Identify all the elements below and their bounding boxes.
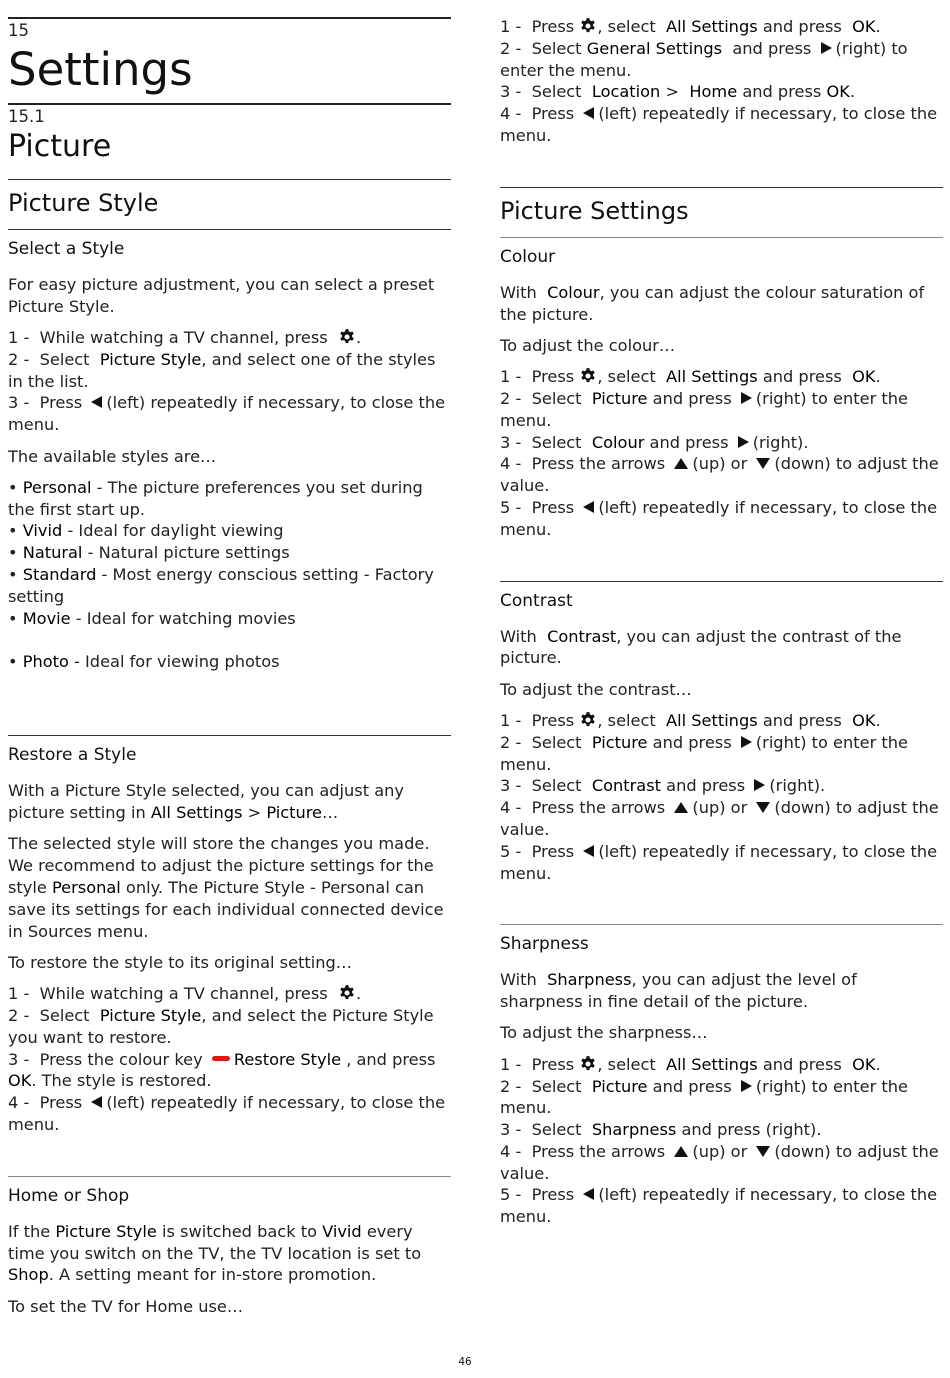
down-arrow-icon — [756, 1146, 770, 1157]
left-arrow-icon — [91, 396, 102, 408]
sharpness-step-3: 3 - Select Sharpness and press (right). — [500, 1120, 822, 1140]
colour-step-3: 3 - Select Colour and press (right). — [500, 432, 809, 452]
sharpness-intro: With Sharpness, you can adjust the level of sharpness in fine detail of the picture. — [500, 970, 857, 1012]
colour-step-5: 5 - Press (left) repeatedly if necessary, to close the menu. — [500, 497, 938, 539]
contrast-step-3: 3 - Select Contrast and press (right). — [500, 776, 826, 796]
contrast-step-1: 1 - Press , select All Settings and press OK. — [500, 710, 881, 730]
sharpness-section — [500, 933, 943, 1228]
home-use-text: To set the TV for Home use… — [8, 1296, 244, 1316]
divider — [8, 179, 451, 180]
divider — [500, 237, 943, 238]
restore-intro: With a Picture Style selected, you can adjust any picture setting in All Settings > Picture… — [8, 781, 404, 823]
left-column — [8, 0, 451, 1317]
list-item: • Natural - Natural picture settings — [8, 543, 290, 563]
contrast-step-2: 2 - Select Picture and press (right) to enter the menu. — [500, 732, 908, 774]
colour-intro: With Colour, you can adjust the colour saturation of the picture. — [500, 282, 925, 324]
select-step-2: 2 - Select Picture Style, and select one of the styles in the list. — [8, 349, 436, 391]
contrast-heading: Contrast — [500, 590, 573, 611]
contrast-intro: With Contrast, you can adjust the contrast of the picture. — [500, 626, 902, 668]
restore-step-1: 1 - While watching a TV channel, press . — [8, 984, 362, 1004]
red-colour-key-icon — [212, 1056, 230, 1061]
settings-gear-icon — [579, 1055, 597, 1073]
contrast-to-adjust: To adjust the contrast… — [500, 679, 692, 699]
contrast-section — [500, 590, 943, 885]
home-step-4: 4 - Press (left) repeatedly if necessary, to close the menu. — [500, 104, 938, 145]
sharpness-step-4: 4 - Press the arrows (up) or (down) to adjust the value. — [500, 1141, 939, 1183]
left-arrow-icon — [583, 1188, 594, 1200]
list-item: • Personal - The picture preferences you set during the first start up. — [8, 477, 423, 519]
settings-gear-icon — [338, 984, 356, 1002]
list-item: • Photo - Ideal for viewing photos — [8, 652, 280, 672]
colour-step-2: 2 - Select Picture and press (right) to enter the menu. — [500, 388, 908, 430]
section-number: 15.1 — [8, 107, 45, 126]
divider — [8, 735, 451, 736]
divider — [8, 17, 451, 19]
divider — [8, 1176, 451, 1177]
home-or-shop-heading: Home or Shop — [8, 1185, 130, 1206]
settings-gear-icon — [579, 711, 597, 729]
sharpness-step-5: 5 - Press (left) repeatedly if necessary, to close the menu. — [500, 1185, 938, 1227]
restore-to-original: To restore the style to its original setting… — [8, 952, 352, 972]
settings-gear-icon — [338, 328, 356, 346]
divider — [500, 924, 943, 925]
list-item: • Vivid - Ideal for daylight viewing — [8, 521, 284, 541]
up-arrow-icon — [674, 802, 688, 813]
styles-list — [8, 477, 451, 673]
home-step-1: 1 - Press , select All Settings and press OK. — [500, 17, 881, 36]
right-arrow-icon — [741, 392, 752, 404]
select-style-intro: For easy picture adjustment, you can select a preset Picture Style. — [8, 275, 435, 316]
chapter-title: Settings — [8, 43, 193, 96]
right-arrow-icon — [741, 736, 752, 748]
right-arrow-icon — [821, 42, 832, 54]
sharpness-step-1: 1 - Press , select All Settings and press OK. — [500, 1054, 881, 1074]
colour-step-4: 4 - Press the arrows (up) or (down) to adjust the value. — [500, 454, 939, 496]
colour-step-1: 1 - Press , select All Settings and press OK. — [500, 367, 881, 387]
restore-step-2: 2 - Select Picture Style, and select the Picture Style you want to restore. — [8, 1005, 434, 1047]
colour-section — [500, 246, 943, 541]
select-style-heading: Select a Style — [8, 239, 125, 259]
down-arrow-icon — [756, 802, 770, 813]
sharpness-to-adjust: To adjust the sharpness… — [500, 1023, 708, 1043]
contrast-step-5: 5 - Press (left) repeatedly if necessary, to close the menu. — [500, 841, 938, 883]
restore-step-4: 4 - Press (left) repeatedly if necessary, to close the menu. — [8, 1093, 446, 1134]
list-item: • Movie - Ideal for watching movies — [8, 608, 296, 628]
page-number: 46 — [458, 1356, 472, 1368]
chapter-number: 15 — [8, 21, 29, 40]
picture-settings-heading: Picture Settings — [500, 196, 689, 225]
divider — [8, 229, 451, 230]
home-shop-paragraph: If the Picture Style is switched back to Vivid every time you switch on the TV, the TV location is set to Shop. A setting meant for in-store promotion. — [8, 1221, 422, 1285]
restore-style-heading: Restore a Style — [8, 745, 137, 766]
right-arrow-icon — [738, 436, 749, 448]
home-step-2: 2 - Select General Settings and press (right) to enter the menu. — [500, 38, 908, 80]
settings-gear-icon — [579, 367, 597, 385]
select-step-3: 3 - Press (left) repeatedly if necessary, to close the menu. — [8, 393, 446, 435]
right-arrow-icon — [754, 779, 765, 791]
right-column — [500, 0, 943, 1228]
sharpness-heading: Sharpness — [500, 934, 589, 955]
left-arrow-icon — [583, 107, 594, 119]
list-item: • Standard - Most energy conscious setting - Factory setting — [8, 565, 434, 606]
home-step-3: 3 - Select Location > Home and press OK. — [500, 82, 855, 102]
divider — [8, 103, 451, 105]
section-title: Picture — [8, 129, 112, 164]
sharpness-step-2: 2 - Select Picture and press (right) to enter the menu. — [500, 1076, 908, 1118]
colour-heading: Colour — [500, 246, 556, 267]
restore-step-3: 3 - Press the colour key Restore Style , and press OK. The style is restored. — [8, 1049, 436, 1091]
left-arrow-icon — [91, 1096, 102, 1108]
divider — [500, 581, 943, 582]
divider — [500, 187, 943, 188]
picture-style-heading: Picture Style — [8, 189, 159, 217]
contrast-step-4: 4 - Press the arrows (up) or (down) to adjust the value. — [500, 798, 939, 839]
right-arrow-icon — [741, 1080, 752, 1092]
left-arrow-icon — [583, 845, 594, 857]
colour-to-adjust: To adjust the colour… — [500, 335, 676, 355]
select-step-1: 1 - While watching a TV channel, press . — [8, 328, 362, 348]
up-arrow-icon — [674, 458, 688, 469]
up-arrow-icon — [674, 1146, 688, 1157]
down-arrow-icon — [756, 458, 770, 469]
restore-paragraph: The selected style will store the changes you made. We recommend to adjust the picture settings for the style Personal only. The Picture Style - Personal can save its settings for each individual connected device in Sources menu. — [8, 834, 444, 941]
left-arrow-icon — [583, 501, 594, 513]
available-styles-text: The available styles are… — [8, 446, 217, 466]
settings-gear-icon — [579, 17, 597, 35]
